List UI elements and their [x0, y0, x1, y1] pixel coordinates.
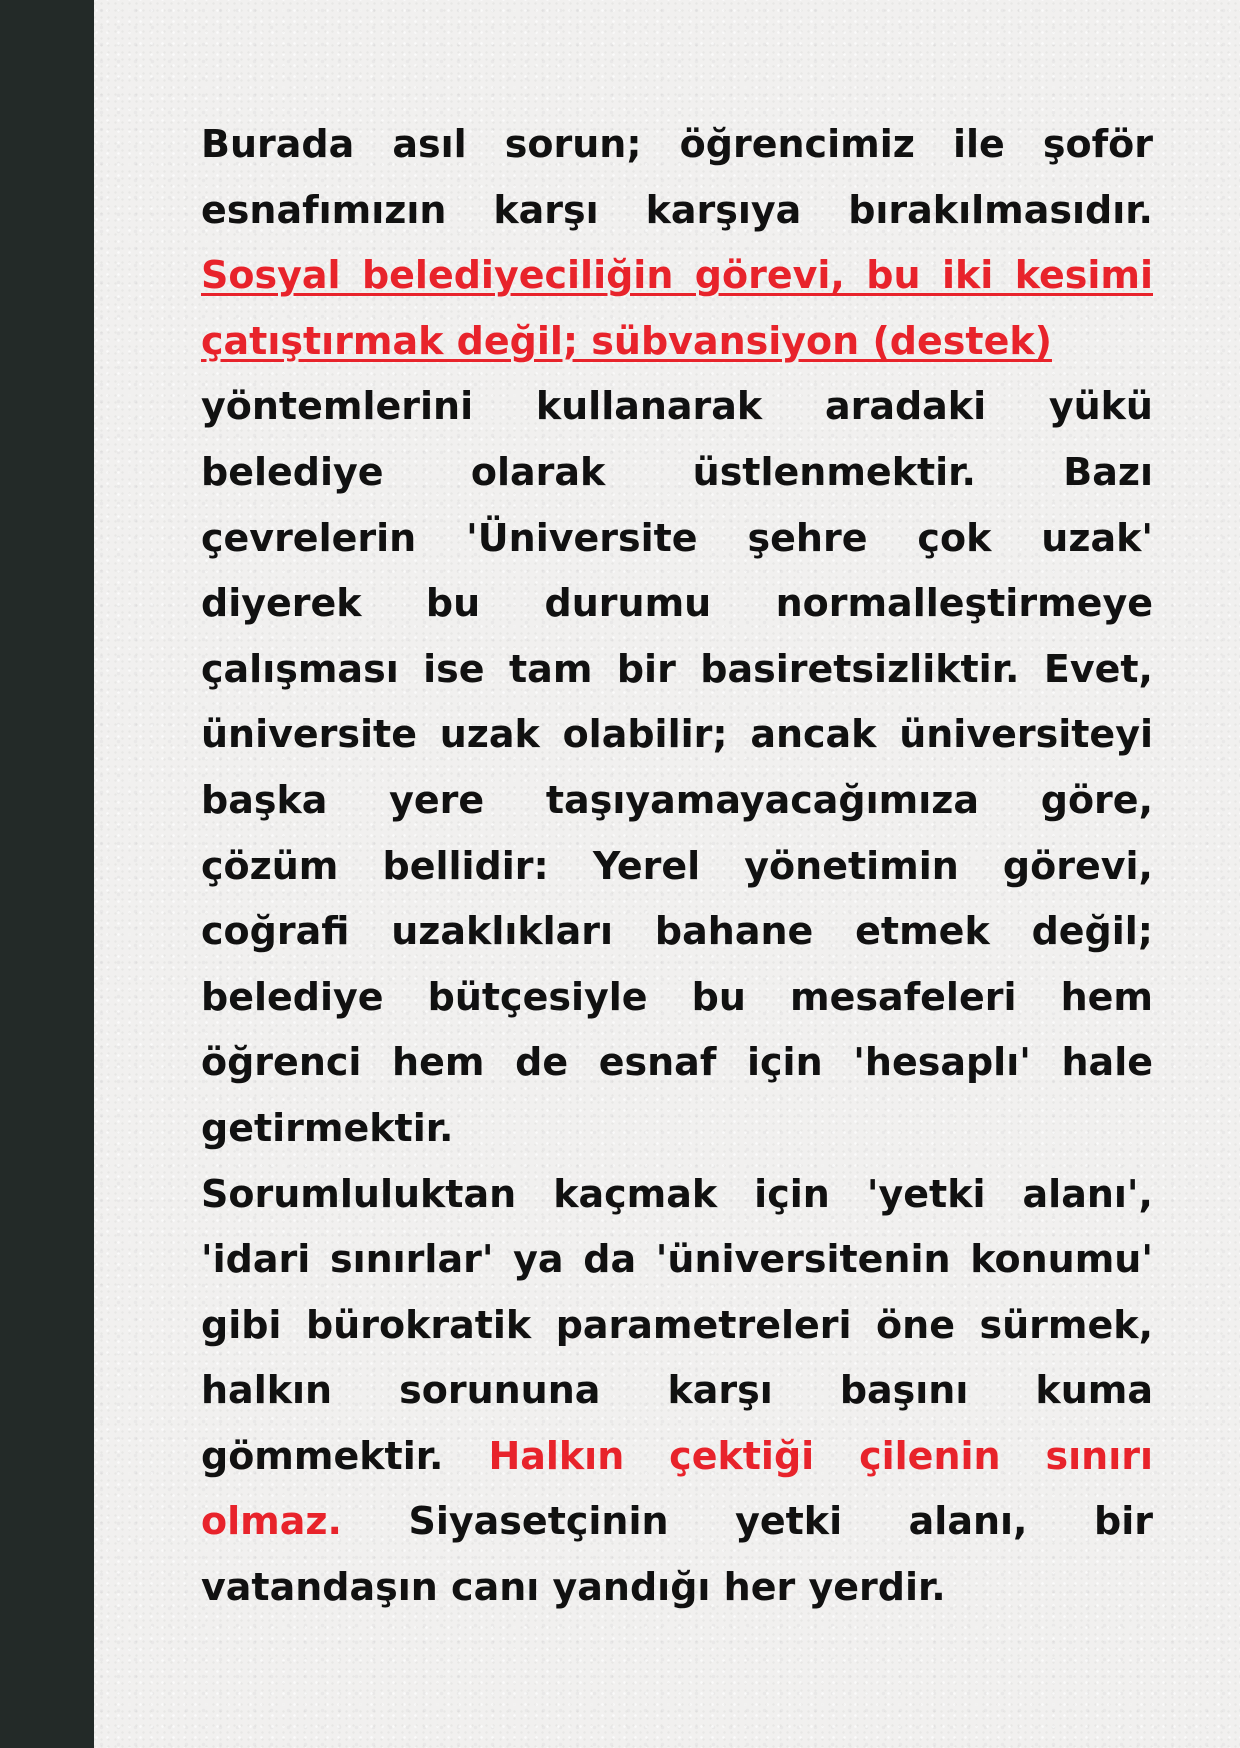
- paragraph-1-text-end: yöntemlerini kullanarak aradaki yükü belediye olarak üstlenmektir. Bazı çevrelerin 'Üniversite şehre çok uzak' diyerek bu durumu normalleştirmeye çalışması ise tam bir basiretsizliktir. Evet, üniversite uzak olabilir; ancak üniversiteyi başka yere taşıyamayacağımıza göre, çözüm bellidir: Yerel yönetimin görevi, coğrafi uzaklıkları bahane etmek değil; belediye bütçesiyle bu mesafeleri hem öğrenci hem de esnaf için 'hesaplı' hale getirmektir.: [201, 384, 1153, 1150]
- paragraph-1: [201, 112, 1153, 1162]
- paragraph-2-text-start: Sorumluluktan kaçmak için 'yetki alanı', 'idari sınırlar' ya da 'üniversitenin konumu' gibi bürokratik parametreleri öne sürmek, halkın sorununa karşı başını kuma gömmektir.: [201, 1171, 1153, 1478]
- article-body: [201, 112, 1153, 1621]
- paragraph-2-highlight: Halkın çektiği çilenin sınırı olmaz.: [201, 1433, 1153, 1544]
- paragraph-2-text-end: Siyasetçinin yetki alanı, bir vatandaşın canı yandığı her yerdir.: [201, 1499, 1154, 1610]
- paragraph-2: [201, 1162, 1153, 1621]
- paragraph-1-text-start: Burada asıl sorun; öğrencimiz ile şoför esnafımızın karşı karşıya bırakılmasıdır.: [201, 122, 1153, 232]
- side-bar: [0, 0, 94, 1748]
- paragraph-1-highlight: Sosyal belediyeciliğin görevi, bu iki kesimi çatıştırmak değil; sübvansiyon (destek): [201, 253, 1153, 363]
